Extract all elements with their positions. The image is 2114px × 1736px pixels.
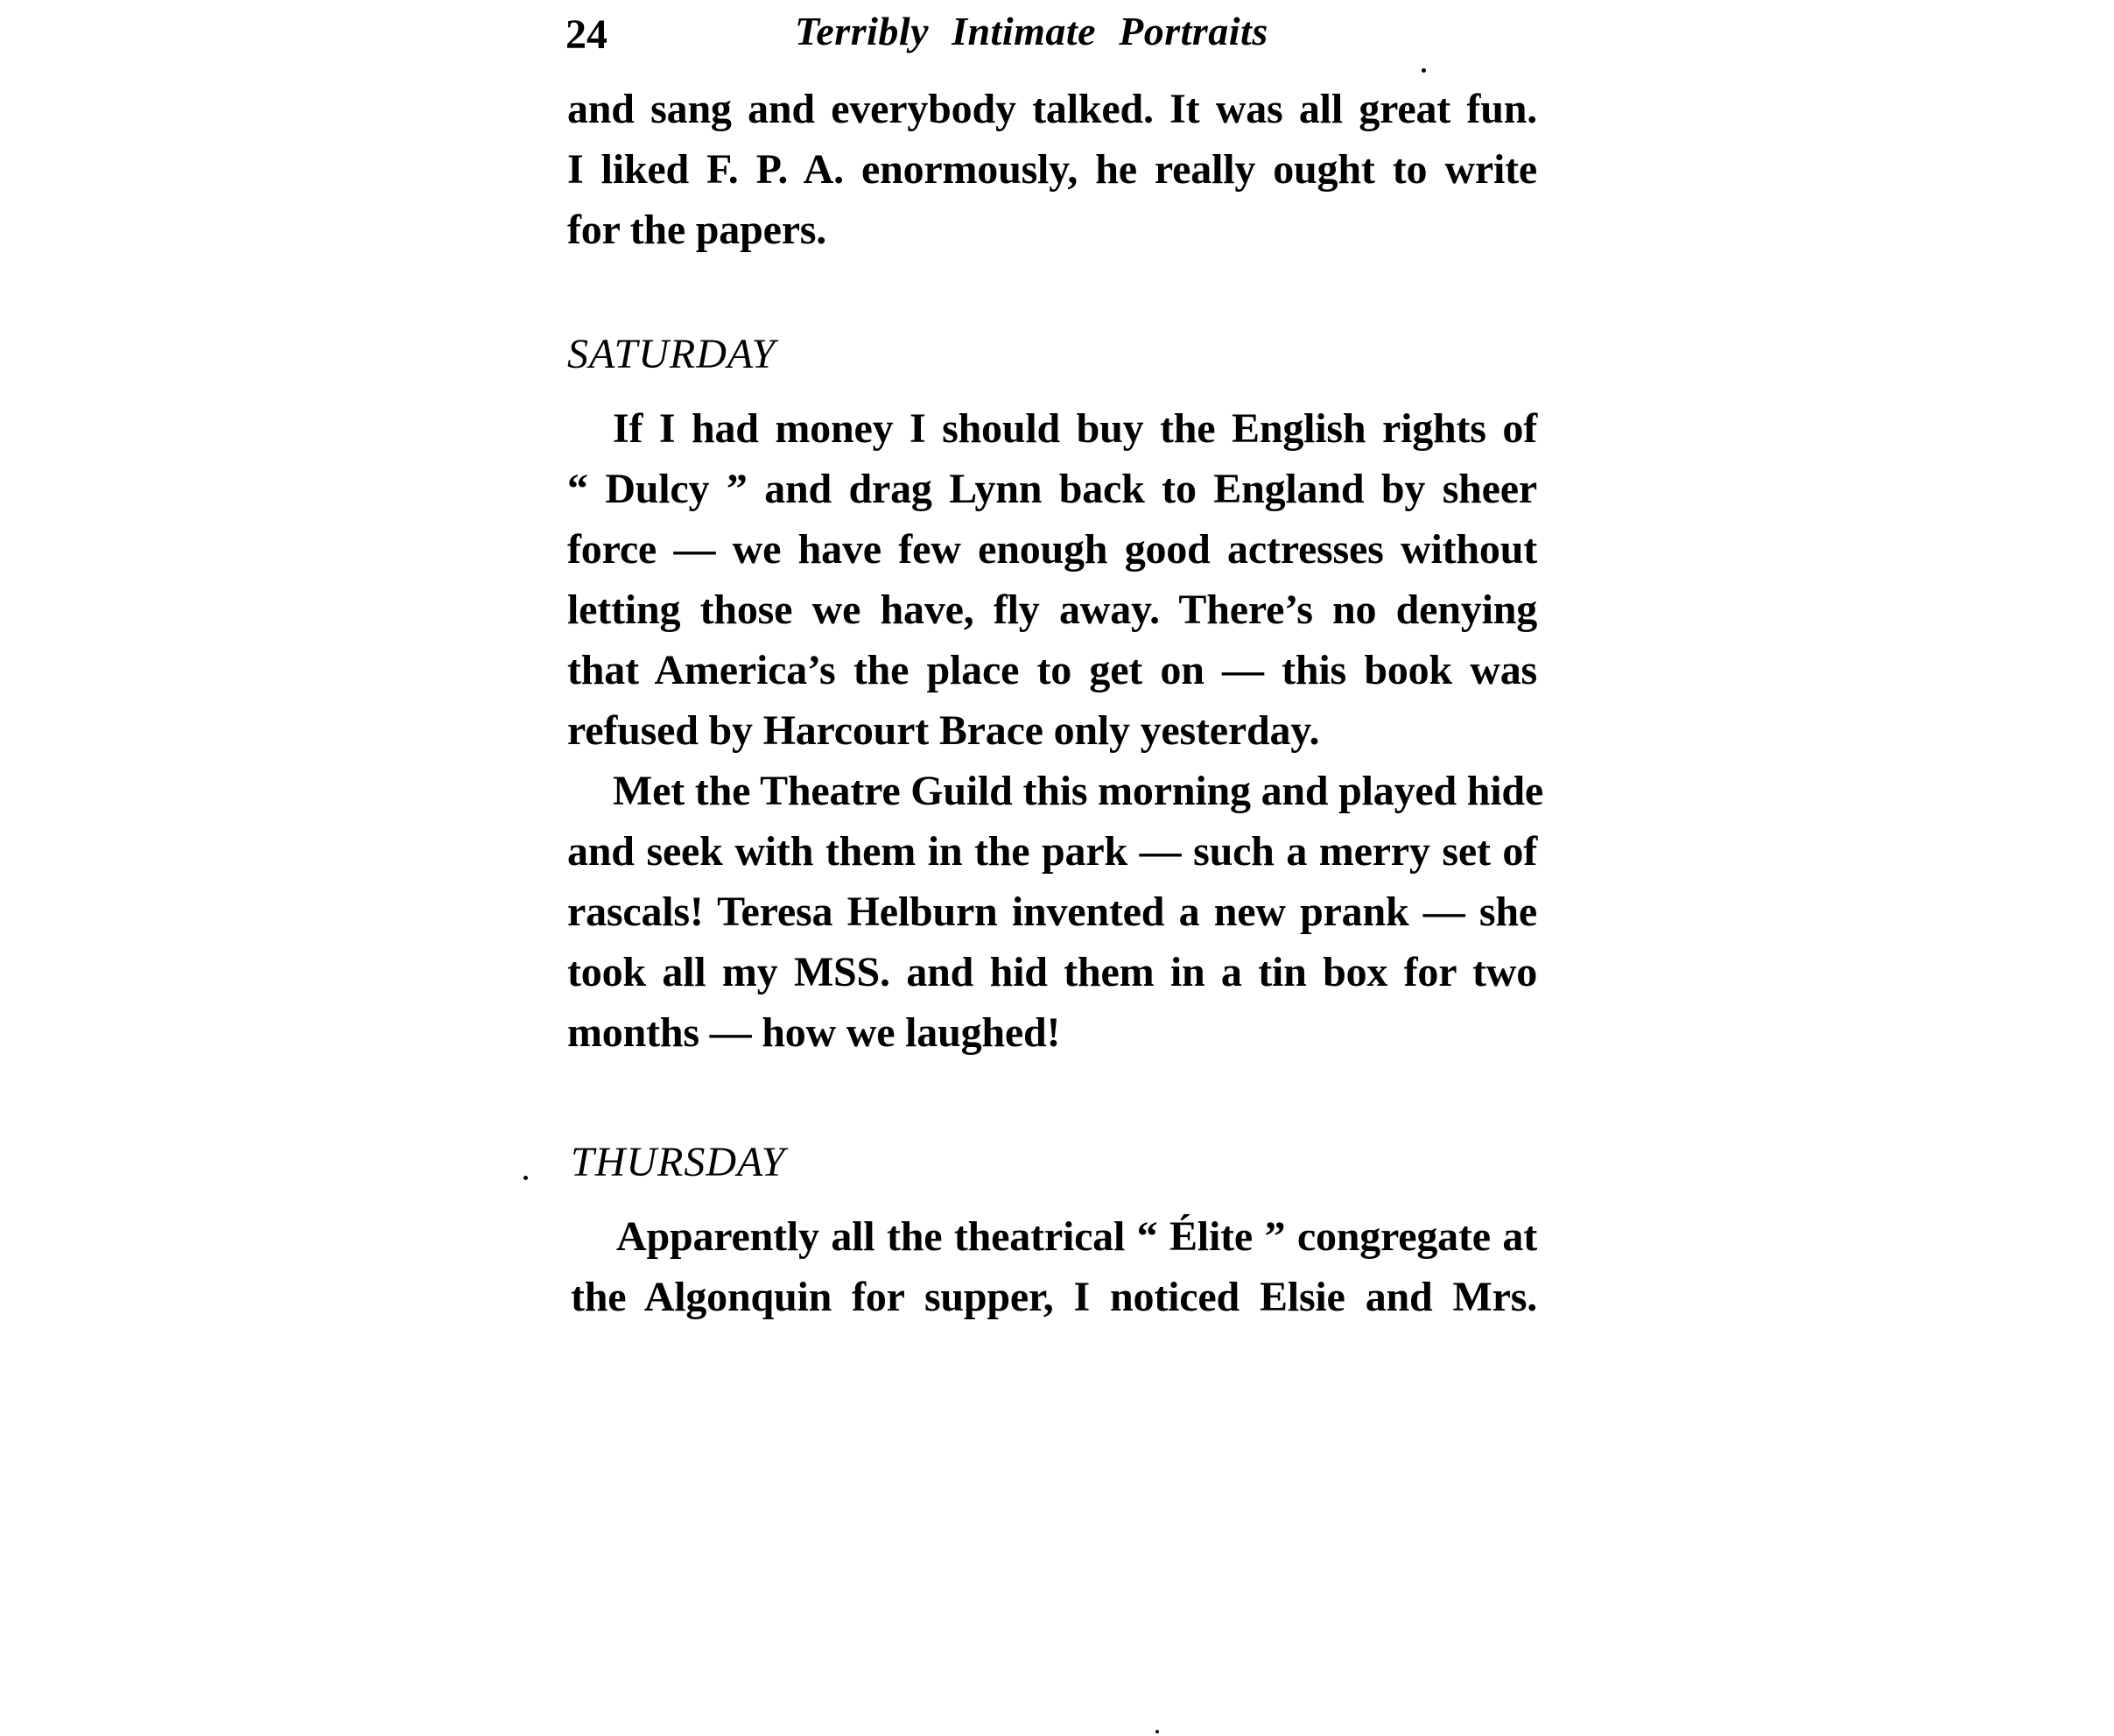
body-line: the Algonquin for supper, I noticed Elsie and Mrs. — [571, 1274, 1537, 1320]
body-line: rascals! Teresa Helburn invented a new prank — she — [567, 889, 1537, 935]
scan-speck — [1422, 68, 1426, 73]
body-line: that America’s the place to get on — this book was — [567, 647, 1537, 693]
body-line: letting those we have, fly away. There’s no denying — [567, 587, 1537, 633]
page-number: 24 — [565, 11, 608, 58]
body-line: refused by Harcourt Brace only yesterday. — [567, 707, 1320, 754]
section-heading-saturday: SATURDAY — [567, 331, 776, 377]
body-line: force — we have few enough good actresses without — [567, 526, 1537, 573]
body-line: for the papers. — [567, 207, 827, 253]
section-heading-thursday: THURSDAY — [571, 1139, 786, 1185]
body-line: Met the Theatre Guild this morning and played hide — [613, 768, 1544, 814]
body-line: and sang and everybody talked. It was all great fun. — [567, 86, 1537, 132]
scan-speck — [1155, 1730, 1159, 1733]
body-line: If I had money I should buy the English rights of — [613, 405, 1537, 452]
scan-speck — [523, 1176, 528, 1180]
body-line: took all my MSS. and hid them in a tin box for two — [567, 949, 1537, 995]
body-line: Apparently all the theatrical “ Élite ” congregate at — [616, 1213, 1537, 1260]
body-line: and seek with them in the park — such a merry set of — [567, 828, 1537, 875]
body-line: “ Dulcy ” and drag Lynn back to England by sheer — [567, 466, 1537, 512]
body-line: I liked F. P. A. enormously, he really ought to write — [567, 146, 1537, 193]
running-title: Terribly Intimate Portraits — [795, 9, 1268, 53]
body-line: months — how we laughed! — [567, 1009, 1061, 1056]
